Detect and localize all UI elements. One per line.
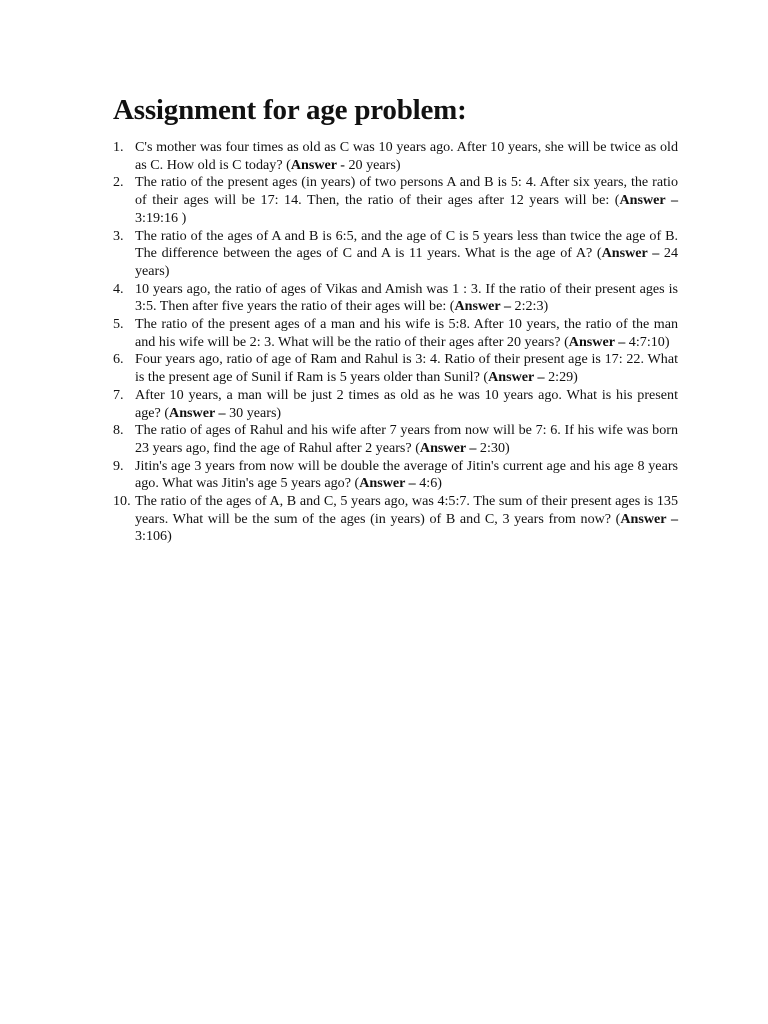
question-item-5 (113, 316, 678, 351)
question-number: 4. (113, 280, 124, 297)
answer-value: 4:6) (415, 475, 442, 492)
question-text (135, 174, 678, 225)
question-number: 9. (113, 457, 124, 474)
question-body: 10 years ago, the ratio of ages of Vikas and Amish was 1 : 3. If the ratio of their present ages is 3:5. Then after five years the ratio of their ages will be: ( (135, 280, 678, 315)
answer-label: Answer – (359, 475, 416, 492)
question-item-8 (113, 422, 678, 457)
question-item-4 (113, 281, 678, 316)
question-body: The ratio of the ages of A and B is 6:5, and the age of C is 5 years less than twice the age of B. The difference between the ages of C and A is 11 years. What is the age of A? ( (135, 227, 678, 262)
answer-label: Answer – (454, 298, 511, 315)
question-number: 3. (113, 227, 124, 244)
answer-value: 2:29) (544, 369, 578, 386)
answer-value: 4:7:10) (625, 333, 670, 350)
answer-label: Answer - (290, 156, 345, 173)
question-item-1 (113, 139, 678, 174)
answer-label: Answer – (169, 404, 226, 421)
answer-value: 30 years) (225, 404, 282, 421)
question-number: 6. (113, 351, 124, 368)
question-list (113, 139, 678, 546)
question-number: 7. (113, 386, 124, 403)
question-item-9 (113, 458, 678, 493)
answer-value: 24 years) (135, 245, 678, 279)
question-item-2 (113, 174, 678, 227)
question-body: The ratio of ages of Rahul and his wife after 7 years from now will be 7: 6. If his wife was born 23 years ago, find the age of Rahul after 2 years? ( (135, 422, 678, 456)
question-number: 10. (113, 493, 131, 510)
answer-label: Answer – (619, 192, 679, 209)
answer-value: 3:19:16 ) (135, 209, 187, 226)
answer-label: Answer – (601, 245, 660, 262)
question-body: C's mother was four times as old as C was 10 years ago. After 10 years, she will be twice as old as C. How old is C today? ( (135, 139, 678, 173)
answer-label: Answer – (568, 333, 626, 350)
question-text (135, 281, 678, 315)
answer-label: Answer – (419, 439, 477, 456)
question-item-10 (113, 493, 678, 546)
question-number: 8. (113, 422, 124, 439)
answer-value: 20 years) (344, 156, 401, 173)
question-text (135, 316, 678, 350)
question-body: The ratio of the present ages (in years) of two persons A and B is 5: 4. After six years, the ratio of their ages will be 17: 14. Then, the ratio of their ages after 12 years will be: ( (135, 174, 678, 209)
question-text (135, 387, 678, 421)
question-item-7 (113, 387, 678, 422)
question-number: 1. (113, 139, 124, 155)
question-text (135, 351, 678, 385)
question-item-3 (113, 228, 678, 281)
question-text (135, 493, 678, 544)
question-number: 2. (113, 174, 124, 191)
question-text (135, 139, 678, 173)
document-page (113, 92, 678, 546)
answer-label: Answer – (488, 369, 545, 386)
question-number: 5. (113, 316, 124, 333)
answer-value: 2:30) (476, 439, 510, 456)
question-body: After 10 years, a man will be just 2 times as old as he was 10 years ago. What is his present age? ( (135, 386, 678, 421)
answer-label: Answer – (620, 510, 678, 527)
question-body: The ratio of the present ages of a man and his wife is 5:8. After 10 years, the ratio of the man and his wife will be 2: 3. What will be the ratio of their ages after 20 years? ( (135, 316, 678, 350)
question-text (135, 228, 678, 279)
question-item-6 (113, 351, 678, 386)
question-body: The ratio of the ages of A, B and C, 5 years ago, was 4:5:7. The sum of their present ages is 135 years. What will be the sum of the ages (in years) of B and C, 3 years from now? ( (135, 493, 678, 527)
question-body: Jitin's age 3 years from now will be double the average of Jitin's current age and his age 8 years ago. What was Jitin's age 5 years ago? ( (135, 457, 678, 492)
question-text (135, 422, 678, 456)
document-title: Assignment for age problem: (113, 94, 467, 126)
question-text (135, 458, 678, 492)
answer-value: 3:106) (135, 528, 172, 545)
answer-value: 2:2:3) (511, 298, 549, 315)
question-body: Four years ago, ratio of age of Ram and Rahul is 3: 4. Ratio of their present age is 17: 22. What is the present age of Sunil if Ram is 5 years older than Sunil? ( (135, 351, 678, 386)
